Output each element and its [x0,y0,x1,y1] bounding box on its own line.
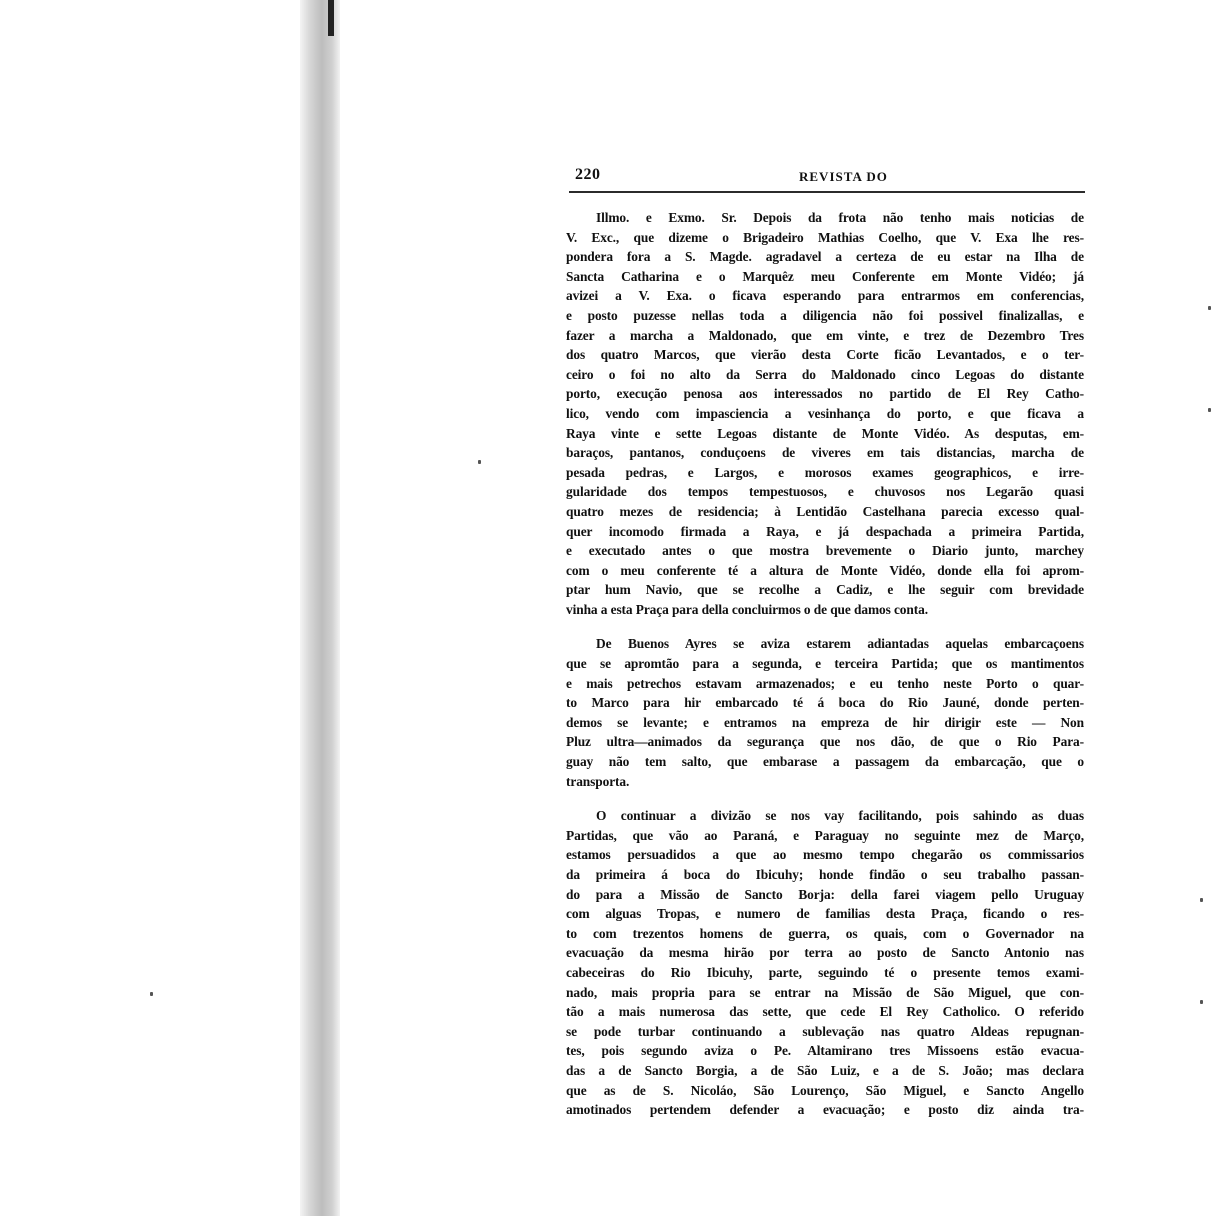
text-line: e posto puzesse nellas toda a diligencia não foi possivel finalizallas, e [566,307,1084,323]
text-line: das a de Sancto Borgia, a de São Luiz, e a de S. João; mas declara [566,1062,1084,1078]
paragraph [566,208,1084,619]
text-line: pondera fora a S. Magde. agradavel a certeza de eu estar na Ilha de [566,249,1084,265]
text-line: tão a mais numerosa das sette, que cede El Rey Catholico. O referido [566,1004,1084,1020]
header-rule [569,191,1085,193]
text-line: Sancta Catharina e o Marquêz meu Conferente em Monte Vidéo; já [566,268,1084,284]
text-line: fazer a marcha a Maldonado, que em vinte, e trez de Dezembro Tres [566,327,1084,343]
scan-speck [1200,898,1203,902]
text-line: ptar hum Navio, que se recolhe a Cadiz, e lhe seguir com brevidade [566,582,1084,598]
text-line: ceiro o foi no alto da Serra do Maldonado cinco Legoas do distante [566,366,1084,382]
scan-speck [478,460,481,464]
text-line: e mais petrechos estavam armazenados; e eu tenho neste Porto o quar- [566,675,1084,691]
running-head: REVISTA DO [799,169,888,184]
text-line: com alguas Tropas, e numero de familias desta Praça, ficando o res- [566,906,1084,922]
scan-binding-edge [300,0,340,1216]
text-line: tes, pois segundo aviza o Pe. Altamirano tres Missoens estão evacua- [566,1043,1084,1059]
text-line: vinha a esta Praça para della concluirmos o de que damos conta. [566,601,928,617]
text-line: quatro mezes de residencia; à Lentidão Castelhana parecia excesso qual- [566,503,1084,519]
text-line: baraços, pantanos, conduçoens de viveres em tais distancias, marcha de [566,445,1084,461]
text-line: com o meu conferente té a altura de Monte Vidéo, donde ella foi aprom- [566,562,1084,578]
paragraph [566,806,1084,1120]
text-line: Partidas, que vão ao Paraná, e Paraguay no seguinte mez de Março, [566,827,1084,843]
text-line: Illmo. e Exmo. Sr. Depois da frota não tenho mais noticias de [596,210,1084,225]
scan-binding-mark [328,0,334,36]
text-line: cabeceiras do Rio Ibicuhy, parte, seguindo té o presente temos exami- [566,964,1084,980]
scan-speck [1200,1000,1203,1004]
paragraph [566,634,1084,791]
text-line: dos quatro Marcos, que vierão desta Corte ficão Levantados, e o ter- [566,347,1084,363]
scan-speck [150,992,153,996]
scan-speck [1208,408,1211,412]
text-line: porto, execução penosa aos interessados no partido de El Rey Catho- [566,386,1084,402]
text-line: estamos persuadidos a que ao mesmo tempo chegarão os commissarios [566,847,1084,863]
text-line: evacuação da mesma hirão por terra ao posto de Sancto Antonio nas [566,945,1084,961]
text-line: De Buenos Ayres se aviza estarem adiantadas aquelas embarcaçoens [596,636,1084,652]
text-line: lico, vendo com impasciencia a vesinhança do porto, e que ficava a [566,405,1084,421]
text-line: Pluz ultra—animados da segurança que nos dão, de que o Rio Para- [566,734,1084,750]
text-line: nado, mais propria para se entrar na Missão de São Miguel, que con- [566,984,1084,1000]
text-line: V. Exc., que dizeme o Brigadeiro Mathias Coelho, que V. Exa lhe res- [566,229,1084,245]
text-line: da primeira á boca do Ibicuhy; honde findão o seu trabalho passan- [566,867,1084,882]
page-number: 220 [575,166,601,183]
text-line: pesada pedras, e Largos, e morosos exames geographicos, e irre- [566,464,1084,480]
text-line: guay não tem salto, que embarase a passagem da embarcação, que o [566,754,1084,770]
page-header [567,166,1085,188]
body-text [566,208,1084,1135]
text-line: to Marco para hir embarcado té á boca do Rio Jauné, donde perten- [566,695,1084,711]
text-line: do para a Missão de Sancto Borja: della farei viagem pello Uruguay [566,886,1084,902]
text-line: O continuar a divizão se nos vay facilitando, pois sahindo as duas [596,808,1084,824]
text-line: demos se levante; e entramos na empreza de hir dirigir este — Non [566,714,1084,730]
text-line: transporta. [566,773,630,789]
text-line: e executado antes o que mostra brevemente o Diario junto, marchey [566,543,1084,559]
text-line: se pode turbar continuando a sublevação nas quatro Aldeas repugnan- [566,1023,1084,1039]
text-line: Raya vinte e sette Legoas distante de Monte Vidéo. As desputas, em- [566,425,1084,441]
scan-speck [1208,306,1211,310]
text-line: avizei a V. Exa. o ficava esperando para entrarmos em conferencias, [566,288,1084,304]
text-line: amotinados pertendem defender a evacuação; e posto diz ainda tra- [566,1102,1084,1118]
text-line: que as de S. Nicoláo, São Lourenço, São Miguel, e Sancto Angello [566,1082,1084,1098]
text-line: quer incomodo firmada a Raya, e já despachada a primeira Partida, [566,523,1084,539]
text-line: que se apromtão para a segunda, e terceira Partida; que os mantimentos [566,656,1084,672]
text-line: to com trezentos homens de guerra, os quais, com o Governador na [566,925,1084,941]
text-line: gularidade dos tempos tempestuosos, e chuvosos nos Legarão quasi [566,484,1084,500]
